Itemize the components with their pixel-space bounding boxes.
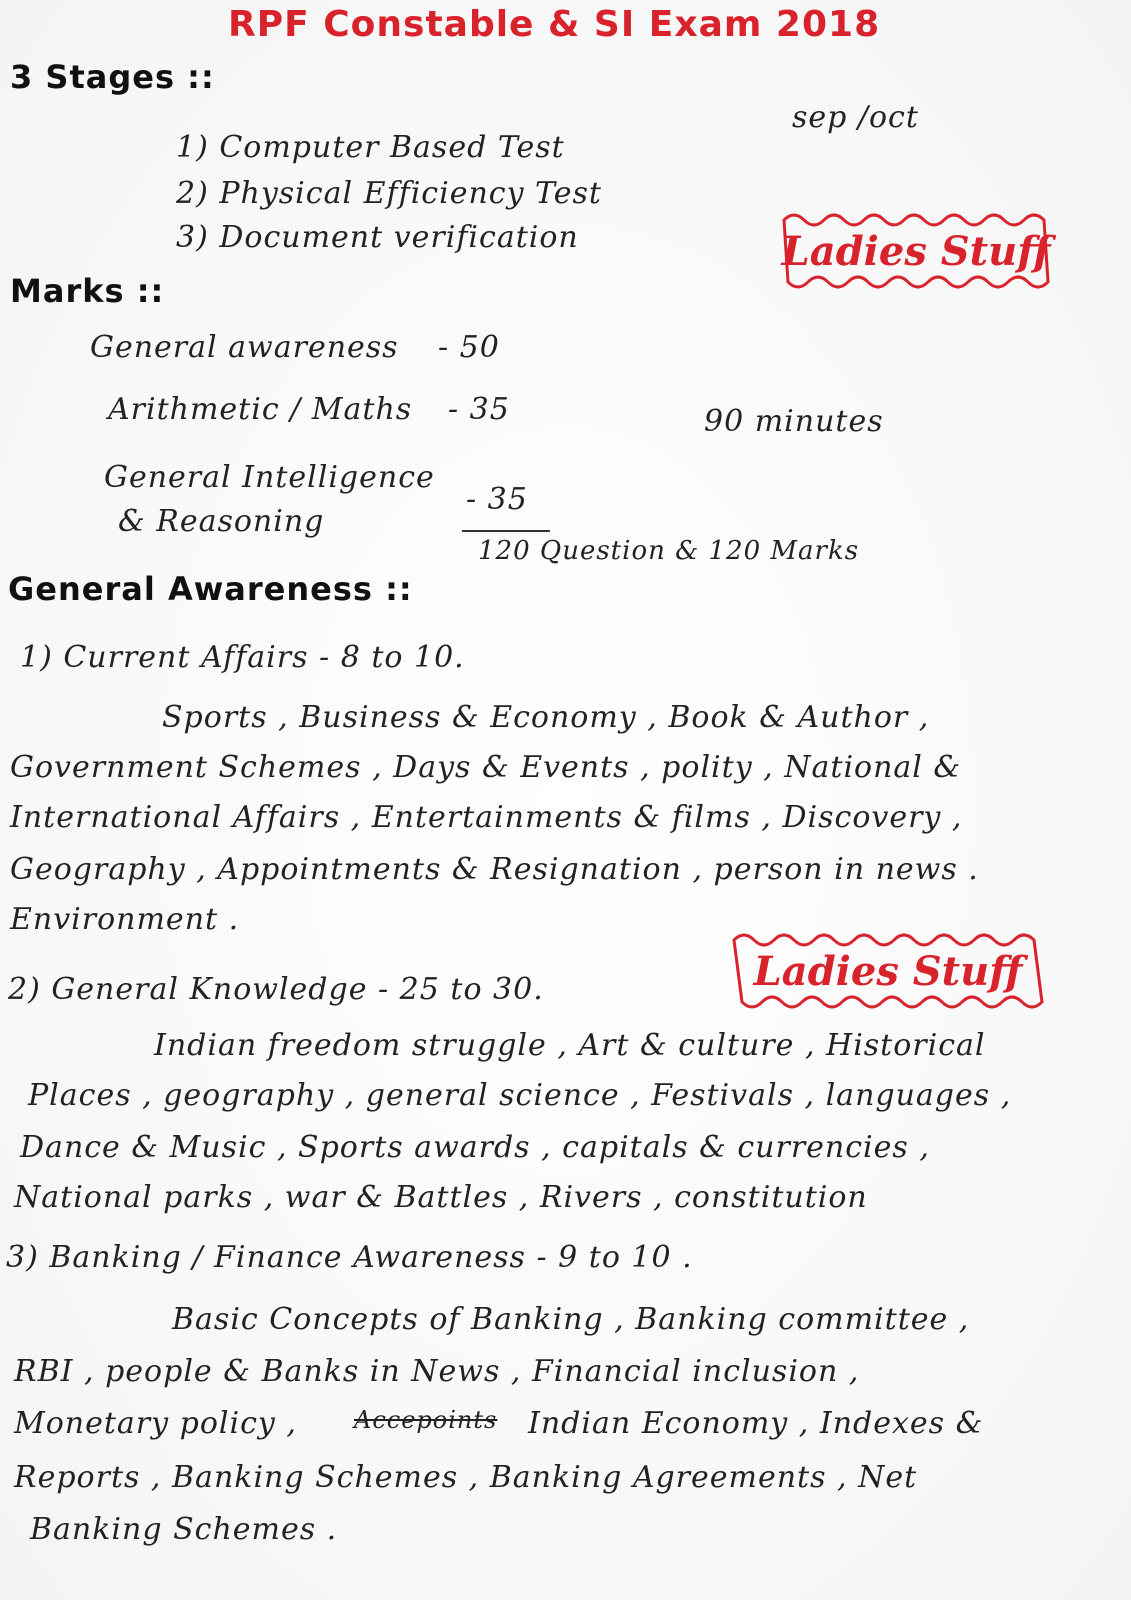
marks-total: 120 Question & 120 Marks <box>478 536 860 566</box>
struck-word: Accepoints <box>354 1406 498 1434</box>
marks-subject: Arithmetic / Maths <box>108 392 413 427</box>
exam-schedule: sep /oct <box>792 100 919 135</box>
section-title: 1) Current Affairs - 8 to 10. <box>20 640 465 675</box>
exam-duration: 90 minutes <box>704 404 884 439</box>
marks-subject: & Reasoning <box>118 504 325 539</box>
topic-line: Geography , Appointments & Resignation , person in news . <box>10 852 979 887</box>
stage-item: 2) Physical Efficiency Test <box>176 176 602 211</box>
topic-line: Environment . <box>10 902 240 937</box>
stages-heading: 3 Stages :: <box>10 58 215 96</box>
stamp-text: Ladies Stuff <box>781 228 1051 275</box>
topic-line: Reports , Banking Schemes , Banking Agreements , Net <box>14 1460 918 1495</box>
stage-item: 3) Document verification <box>176 220 579 255</box>
marks-subject: General awareness <box>90 330 399 365</box>
topic-line: Monetary policy , <box>14 1406 297 1441</box>
total-rule <box>462 530 550 532</box>
topic-line: Places , geography , general science , Festivals , languages , <box>28 1078 1012 1113</box>
section-title: 2) General Knowledge - 25 to 30. <box>8 972 544 1007</box>
topic-line: Sports , Business & Economy , Book & Author , <box>162 700 930 735</box>
topic-line: Indian Economy , Indexes & <box>528 1406 984 1441</box>
topic-line: Dance & Music , Sports awards , capitals & currencies , <box>20 1130 930 1165</box>
marks-value: - 35 <box>466 482 528 517</box>
topic-line: Basic Concepts of Banking , Banking committee , <box>172 1302 970 1337</box>
topic-line: International Affairs , Entertainments & films , Discovery , <box>10 800 963 835</box>
topic-line: Banking Schemes . <box>30 1512 338 1547</box>
marks-value: - 50 <box>438 330 500 365</box>
section-title: 3) Banking / Finance Awareness - 9 to 10 . <box>6 1240 693 1275</box>
ladies-stuff-stamp <box>726 928 1050 1014</box>
page-title: RPF Constable & SI Exam 2018 <box>228 4 881 45</box>
ladies-stuff-stamp <box>776 208 1056 294</box>
marks-heading: Marks :: <box>10 272 165 310</box>
marks-value: - 35 <box>448 392 510 427</box>
topic-line: National parks , war & Battles , Rivers , constitution <box>14 1180 868 1215</box>
marks-subject: General Intelligence <box>104 460 435 495</box>
topic-line: Indian freedom struggle , Art & culture , Historical <box>154 1028 986 1063</box>
topic-line: RBI , people & Banks in News , Financial inclusion , <box>14 1354 860 1389</box>
stamp-text: Ladies Stuff <box>753 948 1023 995</box>
general-awareness-heading: General Awareness :: <box>8 570 413 608</box>
stage-item: 1) Computer Based Test <box>176 130 565 165</box>
topic-line: Government Schemes , Days & Events , polity , National & <box>10 750 962 785</box>
